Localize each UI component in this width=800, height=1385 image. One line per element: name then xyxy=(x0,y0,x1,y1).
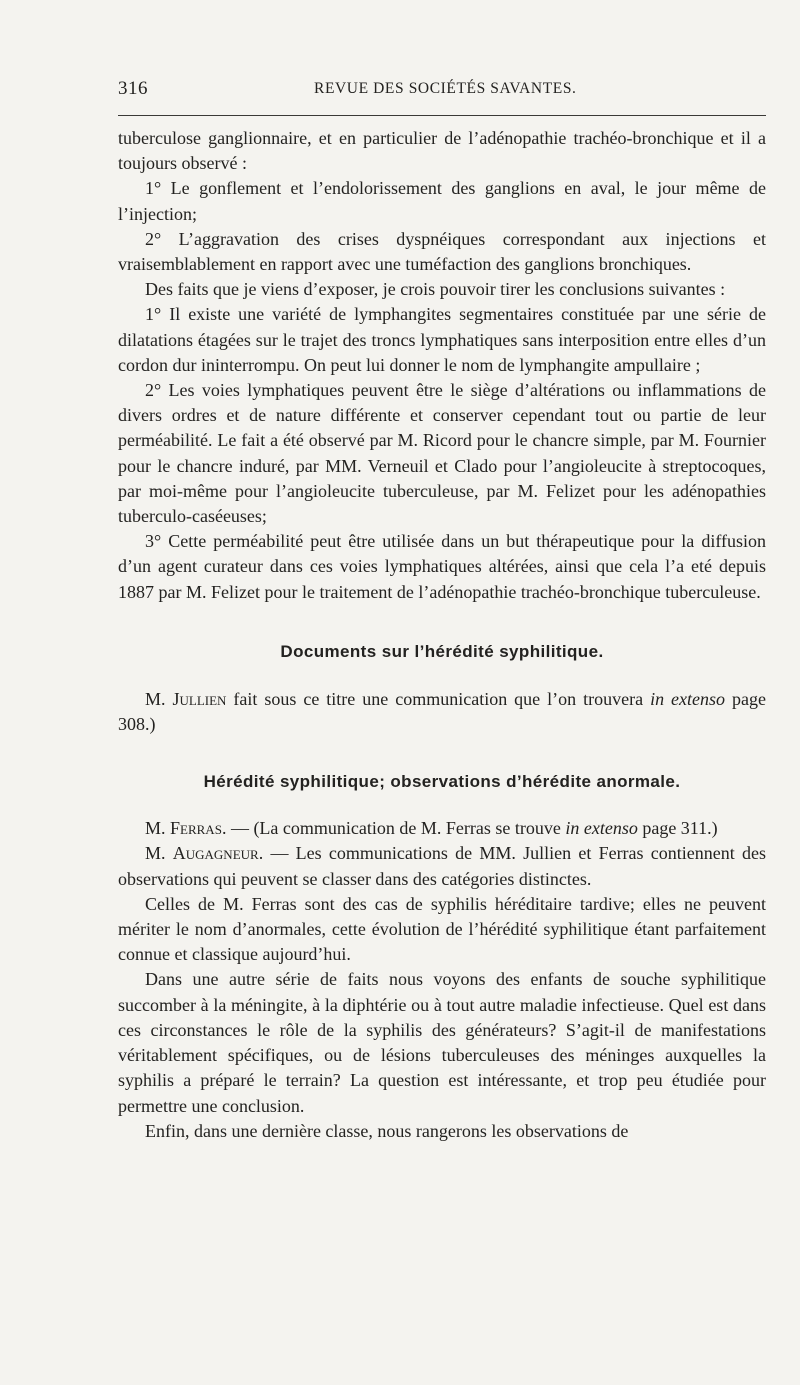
section-heredite xyxy=(118,816,766,1144)
section-documents xyxy=(118,687,766,737)
section-lymphangites xyxy=(118,126,766,605)
text-run: fait sous ce titre une communication que l’on trouvera xyxy=(226,688,651,709)
paragraph: Dans une autre série de faits nous voyons des enfants de souche syphilitique succomber à la méningite, à la diphtérie ou à tout autre maladie infectieuse. Quel est dans ces circonstances le rôle de la syphilis des générateurs? S’agit-il de manifestations véritablement spécifiques, ou de lésions tuberculeuses des méninges auxquelles la syphilis a préparé le terrain? La question est intéressante, et trop peu étudiée pour permettre une conclusion. xyxy=(118,969,766,1116)
text-run: M. xyxy=(145,688,173,709)
page-header xyxy=(118,72,766,102)
paragraph: 3° Cette perméabilité peut être utilisée dans un but thérapeutique pour la diffusion d’un agent curateur dans ces voies lymphatiques altérées, ainsi que cela l’a eté depuis 1887 par M. Felizet pour le traitement de l’adénopathie trachéo-bronchique tuberculeuse. xyxy=(118,531,766,602)
section-heading-heredite: Hérédité syphilitique; observations d’hérédite anormale. xyxy=(203,772,681,792)
author-name: Jullien xyxy=(172,688,227,709)
paragraph: Enfin, dans une dernière classe, nous rangerons les observations de xyxy=(145,1120,629,1141)
author-name: Augagneur xyxy=(172,843,259,864)
italic-text: in extenso xyxy=(565,818,638,839)
text-run: . — Les communications de MM. Jullien et Ferras contiennent des observations qui peuvent se classer dans des catégories distinctes. xyxy=(118,843,766,889)
paragraph: Celles de M. Ferras sont des cas de syphilis héréditaire tardive; elles ne peuvent mériter le nom d’anormales, cette évolution de l’hérédité syphilitique étant parfaitement connue et classique aujourd’hui. xyxy=(118,893,766,965)
header-rule xyxy=(118,115,766,116)
paragraph: 1° Le gonflement et l’endolorissement des ganglions en aval, le jour même de l’injection; xyxy=(118,178,766,224)
section-heading-documents: Documents sur l’hérédité syphilitique. xyxy=(280,641,604,661)
paragraph: tuberculose ganglionnaire, et en particulier de l’adénopathie trachéo-bronchique et il a toujours observé : xyxy=(118,128,766,174)
text-run: M. xyxy=(145,843,173,864)
italic-text: in extenso xyxy=(650,688,726,709)
text-run: . — (La communication de M. Ferras se trouve xyxy=(221,818,566,839)
text-run: page 308.) xyxy=(118,688,766,735)
text-run: M. xyxy=(145,818,171,839)
paragraph xyxy=(118,841,766,891)
running-title: REVUE DES SOCIÉTÉS SAVANTES. xyxy=(314,80,577,97)
paragraph: Des faits que je viens d’exposer, je crois pouvoir tirer les conclusions suivantes : xyxy=(145,279,726,300)
author-name: Ferras xyxy=(170,818,222,839)
page xyxy=(118,72,766,1144)
paragraph xyxy=(118,816,766,841)
paragraph: 2° Les voies lymphatiques peuvent être le siège d’altérations ou inflammations de divers ordres et de nature différente et conserver cependant tout ou partie de leur perméabilité. Le fait a été observé par M. Ricord pour le chancre simple, par M. Fournier pour le chancre induré, par MM. Verneuil et Clado pour l’angioleucite à streptocoques, par moi-même pour l’angioleucite tuberculeuse, par M. Felizet pour les adénopathies tuberculo-caséeuses; xyxy=(118,380,766,527)
page-number: 316 xyxy=(118,78,148,99)
paragraph xyxy=(118,687,766,737)
text-run: page 311.) xyxy=(637,818,718,839)
paragraph: 2° L’aggravation des crises dyspnéiques correspondant aux injections et vraisemblablement en rapport avec une tuméfaction des ganglions bronchiques. xyxy=(118,228,766,275)
paragraph: 1° Il existe une variété de lymphangites segmentaires constituée par une série de dilatations étagées sur le trajet des troncs lymphatiques sans interposition entre elles d’un cordon dur ininterrompu. On peut lui donner le nom de lymphangite ampullaire ; xyxy=(118,304,766,375)
